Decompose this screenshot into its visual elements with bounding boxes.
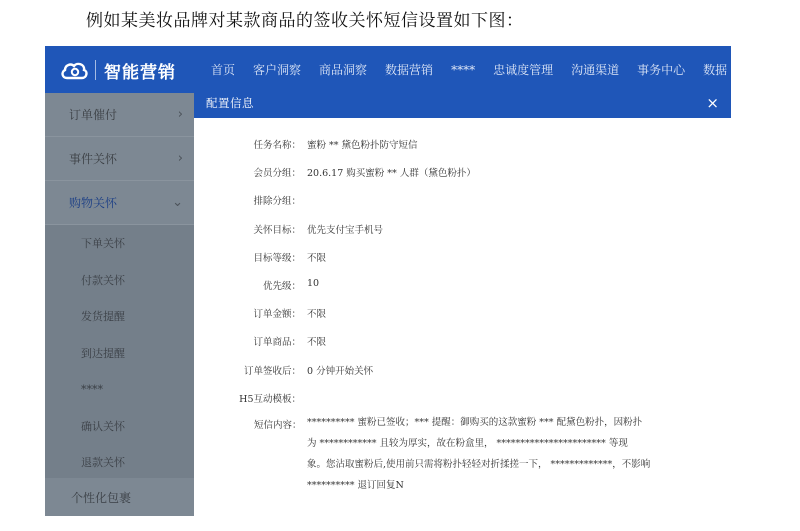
config-field-list [194, 131, 731, 413]
sms-line: ********** 退订回复N [307, 480, 404, 491]
close-icon[interactable]: × [706, 93, 719, 112]
sms-line: 象。您沾取蜜粉后,使用前只需将粉扑轻轻对折揉搓一下， *************，不影响 [307, 459, 651, 470]
logo[interactable] [59, 55, 176, 85]
nav-item-masked[interactable]: **** [451, 62, 476, 77]
cloud-logo-icon [59, 57, 89, 83]
nav-item-customer-insight[interactable]: 客户洞察 [253, 63, 302, 77]
field-value: 不限 [307, 337, 327, 349]
field-row-target-level [194, 244, 731, 272]
nav-item-data[interactable]: 数据 [703, 63, 728, 77]
field-value: 10 [307, 277, 320, 289]
dialog-header [194, 87, 731, 118]
field-label: 优先级： [262, 280, 301, 292]
field-value: 不限 [307, 309, 327, 321]
field-value: 不限 [307, 252, 327, 264]
sidebar-subitem-masked[interactable]: **** [81, 382, 103, 396]
field-row-order-amount [194, 300, 731, 328]
field-row-exclude-group [194, 187, 731, 215]
sms-label: 短信内容： [254, 420, 302, 431]
field-row-priority [194, 272, 731, 300]
caption-text: 例如某美妆品牌对某款商品的签收关怀短信设置如下图： [86, 11, 524, 31]
dialog-title: 配置信息 [206, 95, 254, 110]
field-label: 目标等级： [253, 252, 301, 264]
sidebar-subitem-confirm-care[interactable]: 确认关怀 [81, 419, 125, 433]
config-dialog [194, 87, 731, 516]
logo-separator [95, 60, 96, 80]
sidebar-subitem-arrival-reminder[interactable]: 到达提醒 [81, 346, 125, 360]
sms-line: 为 ************ 且较为厚实，故在粉盒里， *********************** 等现 [307, 438, 628, 449]
sidebar-item-label: 事件关怀 [69, 152, 118, 166]
sidebar-subitem-order-care[interactable]: 下单关怀 [81, 237, 125, 251]
sidebar-subitem-refund-care[interactable]: 退款关怀 [81, 456, 125, 470]
nav-item-channels[interactable]: 沟通渠道 [571, 63, 620, 77]
chevron-right-icon: › [177, 151, 183, 166]
logo-text: 智能营销 [104, 62, 176, 83]
sms-line: ********** 蜜粉已签收；*** 提醒：御购买的这款蜜粉 *** 配黛色粉扑，因粉扑 [307, 417, 643, 428]
sidebar-item-custom-package[interactable]: 个性化包裹 [45, 478, 195, 516]
sidebar-item-label: 购物关怀 [69, 196, 118, 210]
field-row-task-name [194, 131, 731, 159]
nav-item-data-marketing[interactable]: 数据营销 [385, 63, 434, 77]
sidebar-subitem-shipping-reminder[interactable]: 发货提醒 [81, 310, 125, 324]
field-row-after-signed [194, 357, 731, 385]
nav-item-home[interactable]: 首页 [211, 63, 236, 77]
field-label: 会员分组： [253, 168, 301, 180]
sidebar-item-order-reminder[interactable] [45, 93, 195, 137]
nav-item-affairs[interactable]: 事务中心 [637, 63, 686, 77]
field-value: 优先支付宝手机号 [307, 224, 384, 236]
chevron-right-icon: › [177, 107, 183, 122]
field-label: 订单商品： [253, 337, 301, 349]
sidebar-item-shopping-care[interactable] [45, 181, 195, 225]
field-label: 排除分组： [253, 196, 301, 208]
nav-item-product-insight[interactable]: 商品洞察 [319, 63, 368, 77]
field-label: 任务名称： [253, 140, 301, 151]
field-value: 蜜粉 ** 黛色粉扑防守短信 [307, 140, 418, 151]
main-nav [211, 46, 731, 93]
sidebar-item-label: 订单催付 [69, 108, 118, 122]
field-label: 订单签收后： [243, 365, 301, 377]
nav-item-loyalty[interactable]: 忠诚度管理 [493, 63, 554, 77]
field-row-h5-template [194, 385, 731, 413]
sidebar [45, 93, 195, 516]
field-value: 0 分钟开始关怀 [307, 365, 374, 377]
field-row-order-product [194, 328, 731, 356]
top-nav-bar [45, 46, 731, 93]
field-row-care-target [194, 216, 731, 244]
field-value: 20.6.17 购买蜜粉 ** 人群（黛色粉扑） [307, 168, 476, 180]
sidebar-submenu [45, 225, 195, 481]
field-label: 订单金额： [253, 309, 301, 321]
sms-text [307, 412, 687, 496]
field-label: 关怀目标： [253, 224, 301, 236]
chevron-down-icon: ⌄ [172, 195, 183, 210]
sidebar-item-event-care[interactable] [45, 137, 195, 181]
field-row-member-group [194, 159, 731, 187]
field-label: H5互动模板： [239, 393, 301, 405]
sidebar-subitem-payment-care[interactable]: 付款关怀 [81, 273, 125, 287]
